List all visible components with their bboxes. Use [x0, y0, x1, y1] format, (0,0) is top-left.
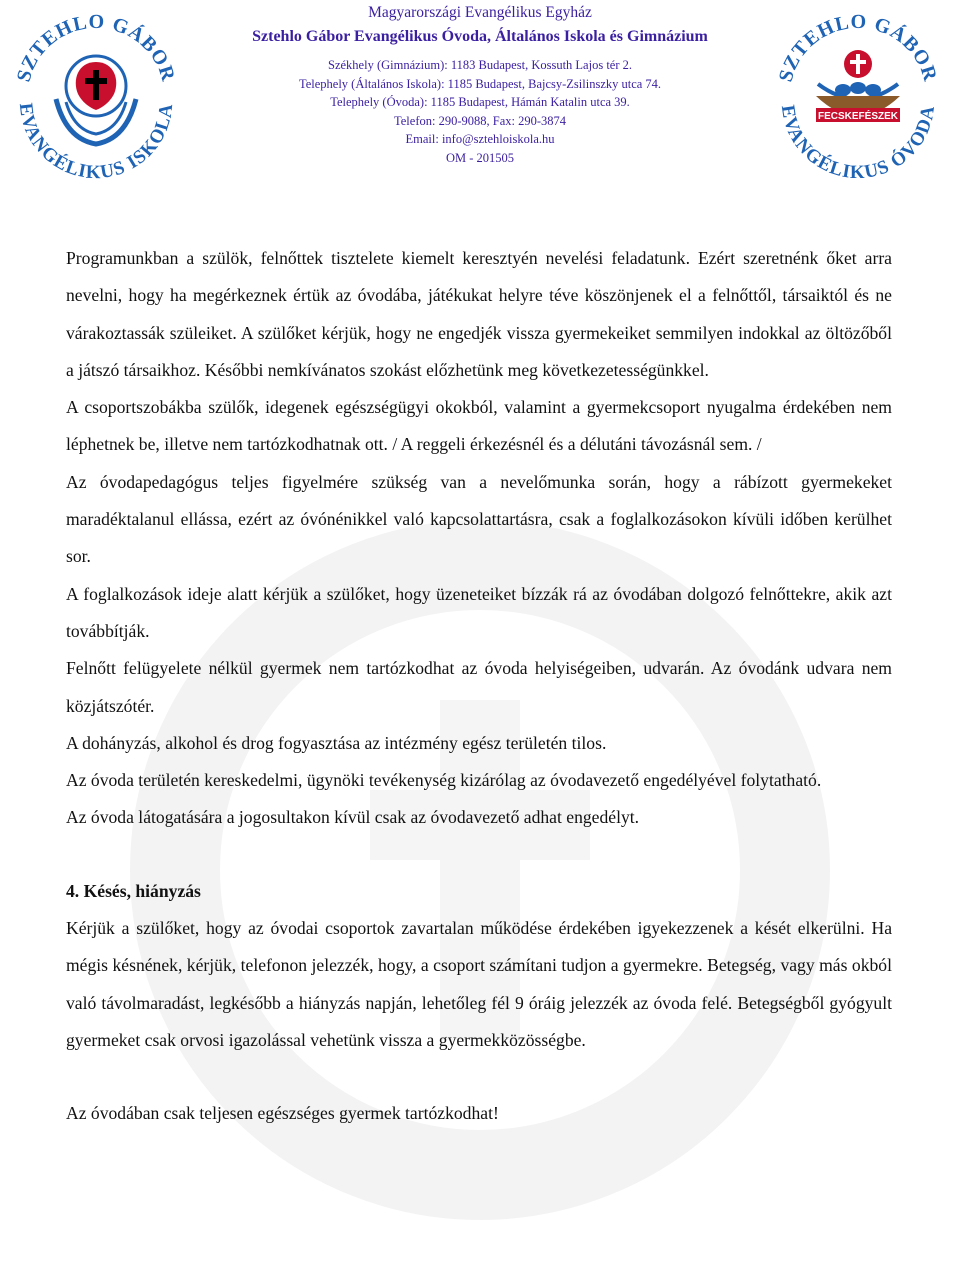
- paragraph: A dohányzás, alkohol és drog fogyasztása az intézmény egész területén tilos.: [66, 732, 607, 753]
- section-heading: 4. Késés, hiányzás: [66, 880, 201, 901]
- svg-text:SZTEHLO GÁBOR: SZTEHLO GÁBOR: [12, 10, 180, 85]
- svg-text:EVANGÉLIKUS ISKOLA: EVANGÉLIKUS ISKOLA: [14, 101, 178, 184]
- paragraph: Az óvoda területén kereskedelmi, ügynöki tevékenység kizárólag az óvodavezető engedélyével folytatható.: [66, 770, 822, 791]
- svg-text:FECSKEFÉSZEK: FECSKEFÉSZEK: [817, 111, 899, 122]
- paragraph: A csoportszobákba szülők, idegenek egészségügyi okokból, valamint a gyermekcsoport nyugalma érdekében nem léphetnek be, illetve nem tartózkodhatnak ott. / A reggeli érkezésnél és a délutáni távozásnál sem. /: [66, 397, 892, 455]
- svg-text:SZTEHLO GÁBOR: SZTEHLO GÁBOR: [774, 10, 942, 85]
- address-line: Telephely (Általános Iskola): 1185 Budapest, Bajcsy-Zsilinszky utca 74.: [298, 76, 662, 91]
- email-link[interactable]: Email: info@sztehloiskola.hu: [405, 132, 555, 146]
- paragraph: Az óvoda látogatására a jogosultakon kívül csak az óvodavezető adhat engedélyt.: [66, 807, 640, 828]
- svg-text:EVANGÉLIKUS ÓVODA: EVANGÉLIKUS ÓVODA: [776, 103, 940, 184]
- closing-statement: Az óvodában csak teljesen egészséges gyermek tartózkodhat!: [66, 1103, 499, 1124]
- address-line: Telephely (Óvoda): 1185 Budapest, Hámán Katalin utca 39.: [330, 95, 630, 109]
- paragraph: Programunkban a szülök, felnőttek tisztelete kiemelt keresztyén nevelési feladatunk. Ezért szeretnénk őket arra nevelni, hogy ha megérkeznek értük az óvodába, játékukat helyre téve köszönjenek el a felnőttől, társaiktól és ne várakoztassák szüleiket. A szülőket kérjük, hogy ne engedjék vissza gyermekeiket semmilyen indokkal az öltözőből a játszó társaikhoz. Későbbi nemkívánatos szokást előzhetünk meg következetességünkkel.: [66, 248, 892, 380]
- paragraph: A foglalkozások ideje alatt kérjük a szülőket, hogy üzeneteiket bízzák rá az óvodában dolgozó felnőttekre, akik azt továbbítják.: [66, 583, 892, 641]
- paragraph: Az óvodapedagógus teljes figyelmére szükség van a nevelőmunka során, hogy a rábízott gyermekeket maradéktalanul ellássa, ezért az óvónénikkel való kapcsolattartásra, csak a foglalkozásokon kívüli időben kerülhet sor.: [66, 471, 892, 567]
- section-paragraph: Kérjük a szülőket, hogy az óvodai csoportok zavartalan működése érdekében igyekezzenek a kését elkerülni. Ha mégis késnének, kérjük, telefonon jelezzék, hogy, a csoport számítani tudjon a gyermekre. Betegség, vagy más okból való távolmaradást, legkésőbb a hiányzás napján, lehetőleg fél 9 óráig jelezzék az óvoda felé. Betegségből gyógyult gyermeket csak orvosi igazolással vehetünk vissza a gyermekközösségbe.: [66, 918, 892, 1050]
- om-number: OM - 201505: [445, 150, 515, 165]
- school-logo: [6, 4, 186, 184]
- school-name: Sztehlo Gábor Evangélikus Óvoda, Általános Iskola és Gimnázium: [252, 28, 708, 45]
- kindergarten-logo: [768, 4, 948, 184]
- address-line: Székhely (Gimnázium): 1183 Budapest, Kossuth Lajos tér 2.: [328, 58, 632, 72]
- church-name: Magyarországi Evangélikus Egyház: [368, 4, 592, 21]
- document-body: [66, 240, 892, 1133]
- paragraph: Felnőtt felügyelete nélkül gyermek nem tartózkodhat az óvoda helyiségeiben, udvarán. Az óvodánk udvara nem közjátszótér.: [66, 658, 892, 716]
- phone-line: Telefon: 290-9088, Fax: 290-3874: [393, 113, 566, 128]
- letterhead: [200, 2, 760, 167]
